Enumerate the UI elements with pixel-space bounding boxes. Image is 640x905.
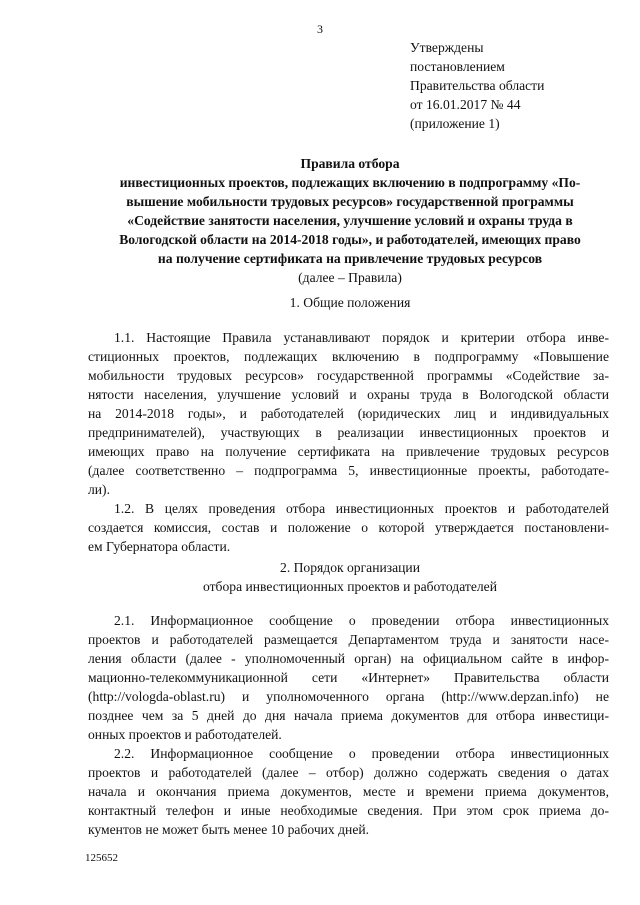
approval-line: Правительства области <box>410 78 545 93</box>
para-line: ли). <box>88 482 110 497</box>
page-number: 3 <box>317 22 323 36</box>
paragraph-1-1 <box>88 328 609 499</box>
paragraph-2-1 <box>88 611 609 744</box>
para-line: (далее соответственно – подпрограмма 5, инвестиционные проекты, работодате- <box>88 463 609 478</box>
para-line: ления области (далее - уполномоченный орган) на официальном сайте в инфор- <box>88 651 609 666</box>
para-line: ем Губернатора области. <box>88 539 231 554</box>
section1-heading <box>80 293 620 312</box>
para-line: позднее чем за 5 дней до дня начала приема документов для отбора инвестици- <box>88 708 609 723</box>
para-line: имеющих право на получение сертификата на привлечение трудовых ресурсов <box>88 444 609 459</box>
para-line: контактный телефон и иные необходимые сведения. При этом срок приема до- <box>88 803 609 818</box>
para-line: (http://vologda-oblast.ru) и уполномоченного органа (http://www.depzan.info) не <box>88 689 609 704</box>
para-line: начала и окончания приема документов, месте и времени приема документов, <box>88 784 609 799</box>
para-line: стиционных проектов, подлежащих включению в подпрограмму «Повышение <box>88 349 609 364</box>
para-line: 2.2. Информационное сообщение о проведении отбора инвестиционных <box>114 746 609 761</box>
para-line: кументов не может быть менее 10 рабочих дней. <box>88 822 370 837</box>
section-heading-line: 2. Порядок организации <box>280 560 420 575</box>
para-line: проектов и работодателей размещается Департаментом труда и занятости насе- <box>88 632 609 647</box>
title-line: «Содействие занятости населения, улучшение условий и охраны труда в <box>127 213 573 228</box>
para-line: проектов и работодателей (далее – отбор) должно содержать сведения о датах <box>88 765 609 780</box>
approval-stamp <box>410 38 544 133</box>
title-line: инвестиционных проектов, подлежащих включению в подпрограмму «По- <box>119 175 581 190</box>
para-line: 1.1. Настоящие Правила устанавливают порядок и критерии отбора инве- <box>114 330 609 345</box>
para-line: предпринимателей), участвующих в реализации инвестиционных проектов и <box>88 425 609 440</box>
paragraph-2-2 <box>88 744 609 839</box>
title-line: Правила отбора <box>300 156 400 171</box>
approval-line: Утверждены <box>410 40 484 55</box>
para-line: на 2014-2018 годы», и работодателей (юридических лиц и индивидуальных <box>88 406 609 421</box>
section-heading-line: отбора инвестиционных проектов и работодателей <box>203 579 497 594</box>
para-line: создается комиссия, состав и положение о которой утверждается постановлени- <box>88 520 609 535</box>
section-heading-line: 1. Общие положения <box>289 295 411 310</box>
para-line: мобильности трудовых ресурсов» государственной программы «Содействие за- <box>88 368 609 383</box>
approval-line: постановлением <box>410 59 505 74</box>
document-code: 125652 <box>85 852 118 864</box>
para-line: нятости населения, улучшение условий и охраны труда в Вологодской области <box>88 387 609 402</box>
title-line: на получение сертификата на привлечение трудовых ресурсов <box>157 251 543 266</box>
title-subtitle: (далее – Правила) <box>298 270 402 285</box>
title-line: вышение мобильности трудовых ресурсов» государственной программы <box>126 194 574 209</box>
para-line: онных проектов и работодателей. <box>88 727 282 742</box>
paragraph-1-2 <box>88 499 609 556</box>
para-line: 2.1. Информационное сообщение о проведении отбора инвестиционных <box>114 613 609 628</box>
para-line: мационно-телекоммуникационной сети «Интернет» Правительства области <box>88 670 609 685</box>
title-line: Вологодской области на 2014-2018 годы», и работодателей, имеющих право <box>119 232 581 247</box>
document-title <box>80 154 620 287</box>
approval-line: от 16.01.2017 № 44 <box>410 97 521 112</box>
para-line: 1.2. В целях проведения отбора инвестиционных проектов и работодателей <box>114 501 609 516</box>
section2-heading <box>80 558 620 596</box>
approval-line: (приложение 1) <box>410 116 500 131</box>
